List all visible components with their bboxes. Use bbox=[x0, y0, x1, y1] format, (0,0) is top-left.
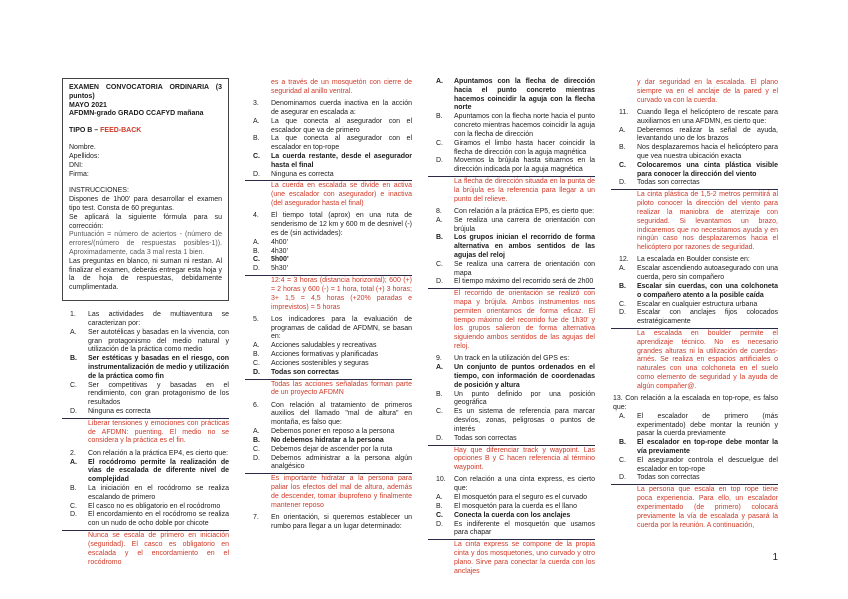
option-text: Ser autotélicas y basadas en la vivencia, con gran protagonismo del medio natural y utilización de la práctica como medio bbox=[88, 328, 229, 354]
answer-option bbox=[428, 113, 595, 139]
option-text: Se realiza una carrera de orientación con brújula bbox=[454, 216, 595, 233]
option-text: Ninguna es correcta bbox=[271, 170, 334, 178]
answer-option bbox=[245, 239, 412, 248]
answer-option bbox=[62, 355, 229, 381]
answer-option bbox=[428, 408, 595, 434]
feedback-text: Nunca se escala de primero en iniciación (seguridad). El casco es obligatorio en escalada y el encordamiento en el rocódromo bbox=[88, 532, 229, 566]
option-text: Debemos administrar a la persona algún analgésico bbox=[271, 454, 412, 471]
exam-type-line bbox=[69, 127, 222, 136]
feedback-block bbox=[62, 530, 229, 567]
option-text: Es un sistema de referencia para marcar desvíos, zonas, peligrosas o puntos de interés bbox=[454, 408, 595, 433]
option-text: Acciones formativas y planificadas bbox=[271, 351, 378, 359]
option-letter: C. bbox=[70, 502, 77, 510]
option-letter: A. bbox=[70, 328, 77, 336]
option-letter: C. bbox=[253, 153, 260, 160]
answer-option bbox=[245, 428, 412, 437]
answer-option bbox=[245, 135, 412, 153]
question-item bbox=[245, 402, 412, 428]
column-4 bbox=[611, 78, 778, 577]
answer-option bbox=[428, 521, 595, 539]
option-text: Giramos el limbo hasta hacer coincidir la flecha de dirección con la aguja magnética bbox=[454, 139, 595, 156]
option-text: La que conecta al asegurador con el escalador que va de primero bbox=[271, 117, 412, 134]
question-item bbox=[428, 355, 595, 364]
option-letter: C. bbox=[253, 256, 260, 264]
field-nombre: Nombre. bbox=[69, 144, 96, 152]
option-letter: A. bbox=[436, 216, 443, 224]
answer-option bbox=[611, 474, 778, 483]
exam-type-value: FEED-BACK bbox=[100, 127, 142, 135]
answer-option bbox=[62, 329, 229, 355]
feedback-block bbox=[428, 176, 595, 204]
option-text: 5h00' bbox=[271, 256, 289, 264]
answer-option bbox=[611, 265, 778, 283]
option-letter: C. bbox=[436, 408, 443, 416]
feedback-text: y dar seguridad en la escalada. El plano siempre va en el anclaje de la pared y el curvado va con la cuerda. bbox=[637, 79, 778, 104]
answer-option bbox=[245, 369, 412, 378]
answer-option bbox=[611, 439, 778, 457]
answer-option bbox=[428, 140, 595, 158]
option-text: Es indiferente el mosquetón que usamos para chapar bbox=[454, 520, 595, 537]
option-letter: C. bbox=[253, 445, 260, 453]
question-item bbox=[245, 212, 412, 238]
option-text: Debemos dejar de ascender por la ruta bbox=[271, 445, 393, 453]
feedback-text: Liberar tensiones y emociones con prácticas de AFDMN: puenting. El medio no se considera y la práctica es el fin. bbox=[88, 419, 229, 445]
answer-option bbox=[611, 309, 778, 327]
feedback-block bbox=[428, 539, 595, 576]
question-item bbox=[62, 311, 229, 329]
answer-option bbox=[428, 512, 595, 521]
feedback-text: La cinta express se compone de la propia cinta y dos mosquetones, uno curvado y otro plano. Sirve para conectar la cuerda con los anclajes bbox=[454, 541, 595, 575]
exam-title: EXAMEN CONVOCATORIA ORDINARIA (3 puntos) bbox=[69, 84, 222, 100]
answer-option bbox=[428, 234, 595, 260]
option-text: El escalador de primero (más experimentado) debe montar la reunión y pasar la cuerda previamente bbox=[637, 412, 778, 438]
feedback-block bbox=[611, 189, 778, 253]
question-stem: Con relación a una cinta express, es cierto que: bbox=[454, 476, 595, 493]
question-stem: En orientación, si queremos establecer un rumbo para llegar a un lugar determinado: bbox=[271, 513, 412, 530]
feedback-block bbox=[245, 79, 412, 97]
question-stem: Los indicadores para la evaluación de programas de calidad de AFDMN, se basan en: bbox=[271, 315, 412, 341]
answer-option bbox=[62, 382, 229, 408]
feedback-text: La cinta plástica de 1,5-2 metros permitirá al piloto conocer la dirección del viento para realizar la maniobra de aterrizaje con seguridad. Si levantamos un brazo, indicaremos que no necesitamos ayuda y en ningún caso nos desplazaremos hacia el helicóptero por razones de seguridad. bbox=[637, 191, 778, 252]
option-letter: B. bbox=[253, 351, 260, 359]
answer-option bbox=[611, 162, 778, 180]
answer-option bbox=[62, 408, 229, 417]
answer-option bbox=[245, 171, 412, 180]
option-letter: B. bbox=[253, 247, 260, 255]
option-letter: D. bbox=[619, 474, 626, 482]
instruction-line: Las preguntas en blanco, ni suman ni restan. Al finalizar el examen, deberás entregar esta hoja y la de hoja de respuestas, debidamente cumplimentada. bbox=[69, 257, 222, 292]
column-3 bbox=[428, 78, 595, 577]
option-letter: B. bbox=[619, 282, 626, 290]
option-letter: D. bbox=[436, 278, 443, 286]
option-letter: D. bbox=[70, 511, 77, 519]
answer-option bbox=[245, 360, 412, 369]
option-text: Movemos la brújula hasta situarnos en la dirección indicada por la aguja magnética bbox=[454, 157, 595, 174]
answer-option bbox=[611, 457, 778, 475]
answer-option bbox=[245, 446, 412, 455]
column-1-blocks bbox=[62, 311, 229, 567]
answer-option bbox=[611, 144, 778, 162]
option-letter: D. bbox=[619, 309, 626, 317]
answer-option bbox=[428, 435, 595, 444]
question-number: 9. bbox=[436, 355, 442, 363]
exam-group: AFDMN-grado GRADO CCAFYD mañana bbox=[69, 110, 204, 118]
option-text: Un punto definido por una posición geográfica bbox=[454, 390, 595, 407]
question-number: 5. bbox=[253, 315, 259, 323]
option-letter: A. bbox=[70, 458, 77, 466]
option-letter: D. bbox=[619, 179, 626, 187]
question-number: 10. bbox=[436, 476, 446, 484]
feedback-text: es a través de un mosquetón con cierre de seguridad al anillo ventral. bbox=[271, 79, 412, 95]
answer-option bbox=[62, 459, 229, 485]
answer-option bbox=[245, 455, 412, 473]
question-item bbox=[245, 100, 412, 118]
option-letter: B. bbox=[619, 144, 626, 152]
option-letter: B. bbox=[619, 439, 626, 447]
option-text: Se realiza una carrera de orientación con mapa bbox=[454, 260, 595, 277]
option-text: Escalar en cualquier estructura urbana bbox=[637, 300, 758, 308]
answer-option bbox=[428, 78, 595, 113]
option-letter: C. bbox=[436, 260, 443, 268]
feedback-block bbox=[428, 288, 595, 352]
question-stem: La escalada en Boulder consiste en: bbox=[637, 256, 750, 264]
option-letter: A. bbox=[253, 342, 260, 350]
question-stem: Con relación al tratamiento de primeros auxilios del llamado "mal de altura" en montaña, es falso que: bbox=[271, 401, 412, 427]
option-text: El escalador en top-rope debe montar la vía previamente bbox=[637, 439, 778, 455]
option-text: El asegurador controla el descuelgue del escalador en top-rope bbox=[637, 456, 778, 473]
option-letter: D. bbox=[253, 454, 260, 462]
option-text: La cuerda restante, desde el asegurador hasta el final bbox=[271, 153, 412, 169]
option-text: Todas son correctas bbox=[637, 474, 700, 482]
field-dni: DNI: bbox=[69, 161, 83, 169]
spacer bbox=[69, 119, 222, 127]
option-letter: C. bbox=[619, 300, 626, 308]
answer-option bbox=[611, 179, 778, 188]
feedback-block bbox=[611, 328, 778, 392]
answer-option bbox=[428, 278, 595, 287]
instructions-title: INSTRUCCIONES: bbox=[69, 187, 129, 195]
question-item bbox=[245, 514, 412, 532]
column-2 bbox=[245, 78, 412, 577]
option-letter: B. bbox=[436, 234, 443, 242]
option-letter: A. bbox=[253, 238, 260, 246]
instruction-line: Se aplicará la siguiente fórmula para su corrección: bbox=[69, 213, 222, 230]
answer-option bbox=[428, 364, 595, 390]
option-text: Nos desplazaremos hacia el helicóptero para que vea nuestra ubicación exacta bbox=[637, 144, 778, 160]
question-item bbox=[428, 208, 595, 217]
feedback-block bbox=[611, 484, 778, 530]
question-number: 8. bbox=[436, 207, 442, 215]
option-text: La iniciación en el rocódromo se realiza escalando de primero bbox=[88, 485, 229, 501]
option-text: Escalar ascendiendo autoasegurado con una cuerda, pero sin compañero bbox=[637, 265, 778, 282]
option-letter: D. bbox=[436, 434, 443, 442]
option-text: Colocaremos una cinta plástica visible para conocer la dirección del viento bbox=[637, 161, 778, 178]
column-1 bbox=[62, 78, 229, 577]
option-text: El casco no es obligatorio en el rocódromo bbox=[88, 502, 221, 510]
option-letter: A. bbox=[436, 78, 443, 85]
feedback-block bbox=[245, 180, 412, 208]
option-text: Escalar sin cuerdas, con una colchoneta o compañero atento a la posible caída bbox=[637, 282, 778, 299]
columns-container bbox=[62, 78, 778, 577]
answer-option bbox=[611, 413, 778, 439]
question-stem: Denominamos cuerda inactiva en la acción de asegurar en escalada a: bbox=[271, 100, 412, 116]
column-4-blocks bbox=[611, 79, 778, 530]
option-letter: A. bbox=[436, 364, 443, 372]
option-letter: C. bbox=[619, 456, 626, 464]
question-stem: Un track en la utilización del GPS es: bbox=[454, 355, 570, 363]
option-text: 5h30' bbox=[271, 265, 288, 273]
option-letter: B. bbox=[253, 135, 260, 143]
option-text: La que conecta al asegurador con el escalador en top-rope bbox=[271, 135, 412, 152]
option-text: Los grupos inician el recorrido de forma alternativa en ambos sentidos de las agujas del reloj bbox=[454, 234, 595, 259]
question-number: 12. bbox=[619, 256, 629, 264]
feedback-block bbox=[428, 445, 595, 473]
option-text: El mosquetón para la cuerda es el llano bbox=[454, 502, 577, 510]
answer-option bbox=[428, 494, 595, 503]
feedback-text: Hay que diferenciar track y waypoint. Las opciones B y C hacen referencia al término waypoint. bbox=[454, 446, 595, 472]
option-letter: B. bbox=[70, 485, 77, 492]
option-letter: A. bbox=[619, 265, 626, 273]
question-stem: Con relación a la práctica EP5, es cierto que: bbox=[454, 207, 595, 215]
option-letter: A. bbox=[619, 412, 626, 420]
option-text: Todas son correctas bbox=[454, 434, 517, 442]
option-letter: B. bbox=[70, 355, 77, 363]
question-number: 7. bbox=[253, 513, 259, 521]
spacer bbox=[69, 179, 222, 187]
feedback-text: Todas las acciones señaladas forman parte de un proyecto AFDMN bbox=[271, 380, 412, 397]
option-letter: A. bbox=[253, 428, 260, 436]
question-number: 3. bbox=[253, 100, 259, 108]
option-letter: A. bbox=[619, 126, 626, 134]
answer-option bbox=[245, 248, 412, 257]
option-text: Acciones sostenibles y seguras bbox=[271, 359, 369, 367]
question-item bbox=[611, 395, 778, 413]
answer-option bbox=[428, 217, 595, 235]
option-letter: B. bbox=[253, 436, 260, 444]
answer-option bbox=[611, 283, 778, 301]
question-item bbox=[428, 476, 595, 494]
option-letter: A. bbox=[253, 117, 260, 125]
option-text: Todas son correctas bbox=[637, 179, 700, 187]
option-letter: D. bbox=[436, 157, 443, 165]
question-stem: Con relación a la práctica EP4, es cierto que: bbox=[88, 449, 229, 457]
column-2-blocks bbox=[245, 79, 412, 532]
option-letter: B. bbox=[436, 113, 443, 121]
option-letter: A. bbox=[436, 494, 443, 502]
answer-option bbox=[245, 265, 412, 274]
question-number: 1. bbox=[70, 311, 76, 319]
option-text: Deberemos realizar la señal de ayuda, levantando uno de los brazos bbox=[637, 126, 778, 143]
question-stem: 13. Con relación a la escalada en top-rope, es falso que: bbox=[613, 395, 778, 411]
exam-date: MAYO 2021 bbox=[69, 101, 107, 109]
option-letter: D. bbox=[253, 368, 260, 376]
option-letter: D. bbox=[253, 170, 260, 178]
feedback-text: 12:4 = 3 horas (distancia horizontal); 600 (+) = 2 horas y 600 (-) = 1 hora, total (+) 3 horas; 3+ 1,5 = 4,5 horas (+20% paradas e imprevistos) = 5 horas bbox=[271, 277, 412, 311]
question-number: 4. bbox=[253, 212, 259, 220]
feedback-text: La escalada en boulder permite el aprendizaje técnico. No es necesario grandes alturas ni la utilización de cuerdas-arnés. Se realiza en espacios artificiales o naturales con una colchoneta en el suelo como elemento de seguridad y la ayuda de algún compañer@. bbox=[637, 329, 778, 390]
option-text: El rocódromo permite la realización de vías de escalada de diferente nivel de complejidad bbox=[88, 458, 229, 484]
option-text: Ser estéticas y basadas en el riesgo, con instrumentalización de medio y utilización de la práctica como fin bbox=[88, 355, 229, 380]
feedback-block bbox=[245, 473, 412, 510]
question-item bbox=[62, 450, 229, 459]
feedback-block bbox=[245, 379, 412, 399]
field-apellidos: Apellidos: bbox=[69, 152, 100, 160]
answer-option bbox=[245, 118, 412, 136]
question-item bbox=[245, 316, 412, 342]
option-letter: C. bbox=[436, 139, 443, 147]
question-stem: El tiempo total (aprox) en una ruta de senderismo de 12 km y 600 m de desnivel (-) es de (sin actividades): bbox=[271, 212, 412, 237]
option-text: Un conjunto de puntos ordenados en el tiempo, con información de coordenadas de posición y altura bbox=[454, 364, 595, 389]
answer-option bbox=[62, 485, 229, 503]
answer-option bbox=[245, 437, 412, 446]
question-item bbox=[611, 256, 778, 265]
question-number: 11. bbox=[619, 108, 629, 116]
option-letter: D. bbox=[70, 408, 77, 415]
option-text: 4h00' bbox=[271, 238, 288, 246]
question-stem: Las actividades de multiaventura se caracterizan por: bbox=[88, 311, 229, 327]
question-item bbox=[611, 109, 778, 127]
question-stem: Cuando llega el helicóptero de rescate para auxiliarnos en una AFDMN, es cierto que: bbox=[637, 108, 778, 125]
question-number: 2. bbox=[70, 449, 76, 457]
answer-option bbox=[245, 256, 412, 265]
option-text: Todas son correctas bbox=[271, 368, 339, 376]
option-text: Apuntamos con la flecha norte hacia el punto concreto mientras hacemos coincidir la aguja con la flecha de dirección bbox=[454, 113, 595, 138]
option-letter: C. bbox=[619, 161, 626, 169]
answer-option bbox=[428, 157, 595, 175]
feedback-text: Es importante hidratar a la persona para paliar los efectos del mal de altura, además de descender, tomar ibuprofeno y finalmente mantener reposo bbox=[271, 475, 412, 509]
option-letter: B. bbox=[436, 502, 443, 510]
answer-option bbox=[245, 351, 412, 360]
field-firma: Firma: bbox=[69, 170, 89, 178]
answer-option bbox=[245, 153, 412, 171]
exam-header-box bbox=[62, 78, 229, 301]
option-text: Debemos poner en reposo a la persona bbox=[271, 428, 395, 436]
column-3-blocks bbox=[428, 78, 595, 576]
option-text: Ser competitivas y basadas en el rendimiento, con gran protagonismo de los resultados bbox=[88, 381, 229, 407]
answer-option bbox=[428, 391, 595, 409]
page-number: 1 bbox=[772, 552, 778, 563]
answer-option bbox=[611, 301, 778, 310]
feedback-block bbox=[62, 418, 229, 446]
option-letter: D. bbox=[253, 265, 260, 273]
answer-option bbox=[428, 503, 595, 512]
question-number: 6. bbox=[253, 401, 259, 409]
answer-option bbox=[611, 127, 778, 145]
option-text: El tiempo máximo del recorrido será de 2h00 bbox=[454, 278, 594, 286]
exam-type-label: TIPO B – bbox=[69, 127, 101, 135]
option-letter: C. bbox=[70, 381, 77, 389]
feedback-block bbox=[245, 275, 412, 312]
instruction-formula: Puntuación = número de aciertos - (número de errores/(número de respuestas posibles-1)). Aproximadamente, cada 3 mal resta 1 bien. bbox=[69, 231, 222, 256]
option-text: Escalar con anclajes fijos colocados estratégicamente bbox=[637, 309, 778, 326]
option-text: 4h30' bbox=[271, 247, 288, 255]
answer-option bbox=[428, 261, 595, 279]
option-letter: C. bbox=[253, 359, 260, 367]
feedback-text: La cuerda en escalada se divide en activa (une escalador con asegurador) e inactiva (del asegurador hasta el final) bbox=[271, 182, 412, 208]
feedback-text: La flecha de dirección situada en la punta de la brújula es la referencia para llegar a un punto del relieve. bbox=[454, 177, 595, 203]
option-letter: B. bbox=[436, 390, 443, 398]
option-letter: D. bbox=[436, 520, 443, 528]
feedback-text: El recorrido de orientación se realizó con mapa y brújula. Ambos instrumentos nos permiten orientarnos de forma eficaz. El tiempo máximo del recorrido fue de 1h30' y los grupos salieron de forma alternativa siguiendo ambos sentidos de las agujas del reloj. bbox=[454, 290, 595, 351]
option-text: Ninguna es correcta bbox=[88, 408, 151, 415]
option-text: El mosquetón para el seguro es el curvado bbox=[454, 494, 588, 502]
option-text: Apuntamos con la flecha de dirección hacia el punto concreto mientras hacemos coincidir la aguja con la flecha norte bbox=[454, 78, 595, 112]
answer-option bbox=[245, 342, 412, 351]
option-text: No debemos hidratar a la persona bbox=[271, 436, 384, 444]
answer-option bbox=[62, 511, 229, 529]
option-text: El encordamiento en el rocódromo se realiza con un nudo de ocho doble por chicote bbox=[88, 511, 229, 528]
instruction-line: Dispones de 1h00' para desarrollar el examen tipo test. Consta de 60 preguntas. bbox=[69, 196, 222, 212]
option-text: Acciones saludables y recreativas bbox=[271, 342, 377, 350]
feedback-text: La persona que escala en top rope tiene poca experiencia. Para ello, un escalador experimentado (de primero) colocará previamente la vía de escalada y pasará la cuerda por la reunión. A continuación, bbox=[637, 486, 778, 529]
answer-option bbox=[62, 503, 229, 512]
feedback-block bbox=[611, 79, 778, 105]
option-text: Conecta la cuerda con los anclajes bbox=[454, 511, 571, 519]
spacer bbox=[69, 136, 222, 144]
option-letter: C. bbox=[436, 511, 443, 519]
